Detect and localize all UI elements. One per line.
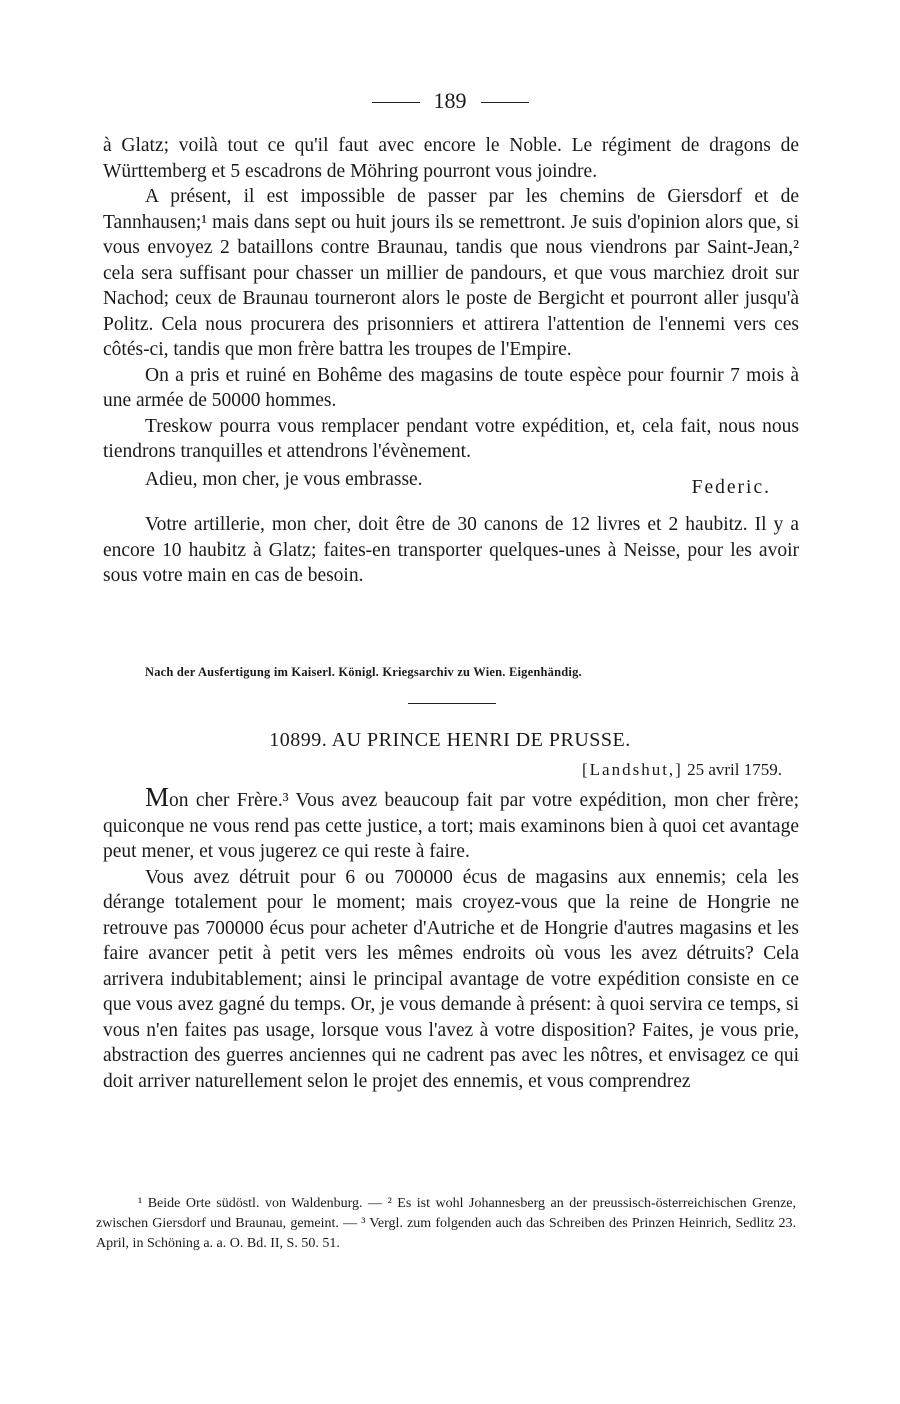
source-note: Nach der Ausfertigung im Kaiserl. Königl. Kriegsarchiv zu Wien. Eigenhändig. [145, 665, 582, 679]
footnote-text: ¹ Beide Orte südöstl. von Waldenburg. — ² Es ist wohl Johannesberg an der preussisch-österreichischen Grenze, zwischen Giersdorf und Braunau, gemeint. — ³ Vergl. zum folgenden auch das Schreiben des Prinzen Heinrich, Sedlitz 23. April, in Schöning a. a. O. Bd. II, S. 50. 51. [96, 1196, 796, 1251]
salutation-initial: M [145, 782, 170, 812]
section-divider [408, 703, 496, 704]
signature: Federic. [691, 476, 771, 498]
dateline [582, 760, 782, 780]
header-rule-left [372, 102, 420, 103]
dateline-date: 25 avril 1759. [687, 760, 782, 779]
letter-title: AU PRINCE HENRI DE PRUSSE. [331, 729, 631, 751]
letter-body [103, 782, 799, 1094]
paragraph: On a pris et ruiné en Bohême des magasins de toute espèce pour fournir 7 mois à une armée de 50000 hommes. [103, 364, 799, 411]
postscript: Votre artillerie, mon cher, doit être de 30 canons de 12 livres et 2 haubitz. Il y a encore 10 haubitz à Glatz; faites-en transporter quelques-unes à Neisse, pour les avoir sous votre main en cas de besoin. [103, 514, 799, 586]
page-header [0, 88, 900, 114]
header-rule-right [481, 102, 529, 103]
footnotes [96, 1194, 796, 1254]
paragraph: Vous avez détruit pour 6 ou 700000 écus de magasins aux ennemis; cela les dérange totalement pour le moment; mais croyez-vous que la reine de Hongrie ne retrouve pas 700000 écus pour acheter d'Autriche et de Hongrie d'autres magasins et les faire avancer petit à petit vers les mêmes endroits où vous les avez détruits? Cela arrivera indubitablement; ainsi le principal avantage de votre expédition consiste en ce que vous avez gagné du temps. Or, je vous demande à présent: à quoi servira ce temps, si vous n'en faites pas usage, lorsque vous l'avez à votre disposition? Faites, je vous prie, abstraction des guerres anciennes qui ne cadrent pas avec les nôtres, et envisagez ce qui doit arriver naturellement selon le projet des ennemis, et vous comprendrez [103, 866, 799, 1092]
letter-number: 10899. [269, 729, 328, 751]
paragraph-text: Vous avez beaucoup fait par votre expédition, mon cher frère; quiconque ne vous rend pas cette justice, a tort; mais examinons bien à quoi cet avantage peut mener, et vous jugerez ce qui reste à faire. [103, 790, 799, 862]
paragraph [103, 782, 799, 865]
letter-heading [0, 729, 900, 752]
paragraph: A présent, il est impossible de passer par les chemins de Giersdorf et de Tannhausen;¹ mais dans sept ou huit jours ils se remettront. Je suis d'opinion alors que, si vous envoyez 2 bataillons contre Braunau, tandis que nous viendrons par Saint-Jean,² cela sera suffisant pour chasser un millier de pandours, et que vous marchiez droit sur Nachod; ceux de Braunau tourneront alors le poste de Bergicht et pourront aller jusqu'à Politz. Cela nous procurera des prisonniers et attirera l'attention de l'ennemi vers ces côtés-ci, tandis que mon frère battra les troupes de l'Empire. [103, 186, 799, 360]
paragraph: à Glatz; voilà tout ce qu'il faut avec encore le Noble. Le régiment de dragons de Württemberg et 5 escadrons de Möhring pourront vous joindre. [103, 135, 799, 182]
closing: Adieu, mon cher, je vous embrasse. [145, 468, 423, 490]
letter-continuation [103, 133, 799, 589]
paragraph: Treskow pourra vous remplacer pendant votre expédition, et, cela fait, nous nous tiendrons tranquilles et attendrons l'évènement. [103, 415, 799, 462]
salutation: on cher Frère.³ [169, 790, 289, 811]
closing-line [103, 467, 799, 501]
dateline-place: [Landshut,] [582, 760, 683, 779]
page-number: 189 [433, 88, 467, 113]
